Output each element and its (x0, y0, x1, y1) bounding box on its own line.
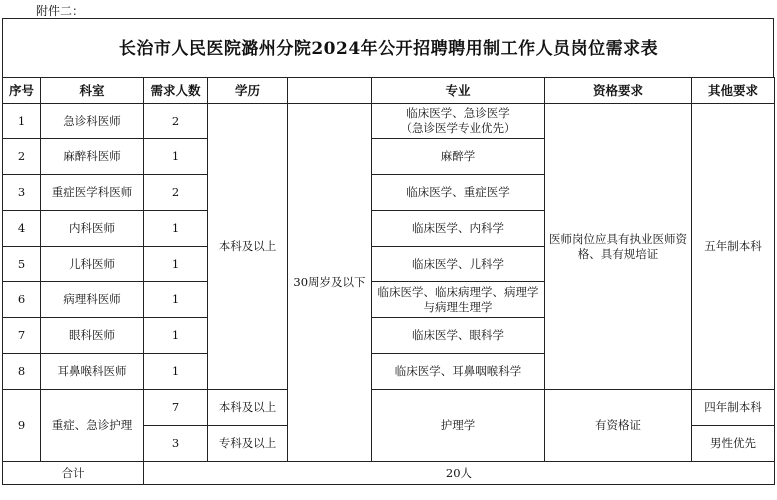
header-seq: 序号 (3, 78, 41, 104)
cell-major: 临床医学、内科学 (372, 211, 545, 247)
total-label: 合计 (3, 462, 144, 485)
cell-major: 临床医学、儿科学 (372, 247, 545, 282)
table-row (3, 390, 775, 426)
cell-edu: 专科及以上 (208, 426, 288, 462)
page-title: 长治市人民医院潞州分院2024年公开招聘聘用制工作人员岗位需求表 (118, 39, 659, 59)
attachment-label: 附件二： (36, 4, 85, 18)
cell-other: 男性优先 (692, 426, 775, 462)
major-line: 临床医学、急诊医学 (406, 106, 510, 120)
cell-dept: 内科医师 (41, 211, 144, 247)
table-row (3, 104, 775, 139)
header-major: 专业 (372, 78, 545, 104)
cell-count: 1 (144, 139, 208, 175)
cell-dept: 急诊科医师 (41, 104, 144, 139)
header-edu: 学历 (208, 78, 288, 104)
cell-dept: 儿科医师 (41, 247, 144, 282)
cell-seq: 7 (3, 318, 41, 354)
cell-major: 临床医学、耳鼻咽喉科学 (372, 354, 545, 390)
header-dept: 科室 (41, 78, 144, 104)
cell-count: 1 (144, 282, 208, 318)
cell-major: 临床医学、重症医学 (372, 175, 545, 211)
cell-dept: 重症、急诊护理 (41, 390, 144, 462)
cell-dept: 眼科医师 (41, 318, 144, 354)
cell-count: 1 (144, 211, 208, 247)
cell-major: 临床医学、眼科学 (372, 318, 545, 354)
cell-count: 3 (144, 426, 208, 462)
cell-qualification: 有资格证 (545, 390, 692, 462)
header-qual: 资格要求 (545, 78, 692, 104)
doctor-qualification-cell: 医师岗位应具有执业医师资格、具有规培证 (545, 104, 692, 390)
cell-major (372, 104, 545, 139)
header-row (3, 78, 775, 104)
cell-major: 麻醉学 (372, 139, 545, 175)
cell-seq: 8 (3, 354, 41, 390)
cell-seq: 1 (3, 104, 41, 139)
total-row (3, 462, 775, 485)
requirements-table (2, 77, 775, 485)
cell-dept: 麻醉科医师 (41, 139, 144, 175)
major-line: （急诊医学专业优先） (400, 121, 516, 135)
age-requirement-cell: 30周岁及以下 (288, 104, 372, 462)
header-age (288, 78, 372, 104)
cell-seq: 3 (3, 175, 41, 211)
cell-count: 1 (144, 354, 208, 390)
cell-count: 1 (144, 318, 208, 354)
cell-major: 临床医学、临床病理学、病理学与病理生理学 (372, 282, 545, 318)
cell-major: 护理学 (372, 390, 545, 462)
doctor-edu-cell: 本科及以上 (208, 104, 288, 390)
doctor-other-cell: 五年制本科 (692, 104, 775, 390)
total-value: 20人 (144, 462, 775, 485)
cell-edu: 本科及以上 (208, 390, 288, 426)
header-count: 需求人数 (144, 78, 208, 104)
cell-seq: 4 (3, 211, 41, 247)
cell-count: 7 (144, 390, 208, 426)
cell-other: 四年制本科 (692, 390, 775, 426)
cell-dept: 耳鼻喉科医师 (41, 354, 144, 390)
cell-dept: 重症医学科医师 (41, 175, 144, 211)
cell-count: 1 (144, 247, 208, 282)
cell-count: 2 (144, 104, 208, 139)
cell-seq: 6 (3, 282, 41, 318)
header-other: 其他要求 (692, 78, 775, 104)
cell-seq: 5 (3, 247, 41, 282)
cell-seq: 9 (3, 390, 41, 462)
cell-seq: 2 (3, 139, 41, 175)
cell-count: 2 (144, 175, 208, 211)
cell-dept: 病理科医师 (41, 282, 144, 318)
